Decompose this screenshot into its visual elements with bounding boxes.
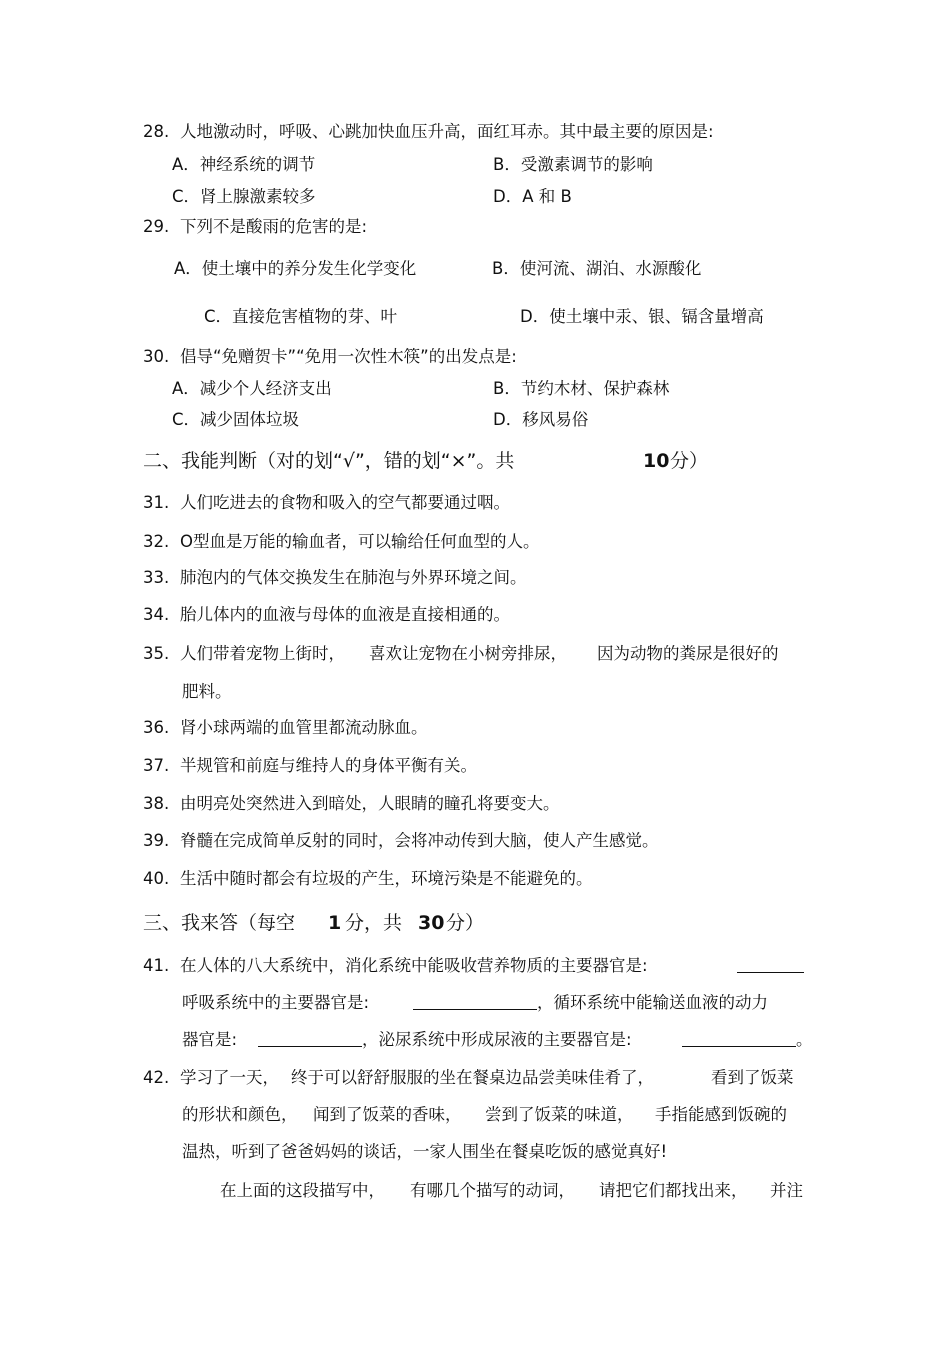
statement: 半规管和前庭与维持人的身体平衡有关。: [180, 756, 477, 775]
question-number: 28.: [143, 122, 170, 141]
answer-blank[interactable]: [258, 1030, 362, 1047]
answer-blank[interactable]: [413, 993, 537, 1010]
option-c: C．肾上腺激素较多: [172, 187, 316, 206]
question-number: 37.: [143, 756, 170, 775]
section-text: 分，共: [345, 912, 403, 934]
question-number: 29.: [143, 217, 170, 236]
question-text: 在上面的这段描写中，: [220, 1181, 385, 1200]
question-number: 36.: [143, 718, 170, 737]
statement: 胎儿体内的血液与母体的血液是直接相通的。: [180, 605, 510, 624]
question-number: 34.: [143, 605, 170, 624]
question-number: 38.: [143, 794, 170, 813]
question-number: 30.: [143, 347, 170, 366]
question-text: ，泌尿系统中形成尿液的主要器官是:: [362, 1030, 632, 1049]
option-d: D．A 和 B: [493, 187, 572, 206]
question-text: 并注: [770, 1181, 803, 1200]
option-b: B．使河流、湖泊、水源酸化: [492, 259, 702, 278]
question-number: 42.: [143, 1068, 170, 1087]
statement: 肾小球两端的血管里都流动脉血。: [180, 718, 428, 737]
question-text: 请把它们都找出来，: [599, 1181, 748, 1200]
option-b: B．受激素调节的影响: [493, 155, 653, 174]
statement: 脊髓在完成简单反射的同时，会将冲动传到大脑，使人产生感觉。: [180, 831, 659, 850]
question-text: 温热，听到了爸爸妈妈的谈话，一家人围坐在餐桌吃饭的感觉真好!: [182, 1142, 668, 1161]
section-score-unit: 分）: [670, 450, 709, 472]
question-text: 在人体的八大系统中，消化系统中能吸收营养物质的主要器官是:: [180, 956, 648, 975]
question-number: 32.: [143, 532, 170, 551]
question-text: 学习了一天，: [180, 1068, 279, 1087]
section-score: 1: [328, 912, 342, 934]
option-d: D．移风易俗: [493, 410, 589, 429]
statement: 人们带着宠物上街时，: [180, 644, 345, 663]
question-text: 的形状和颜色，: [182, 1105, 298, 1124]
question-text: 呼吸系统中的主要器官是:: [182, 993, 370, 1012]
statement: 肥料。: [182, 682, 232, 701]
option-a: A．使土壤中的养分发生化学变化: [174, 259, 417, 278]
question-number: 41.: [143, 956, 170, 975]
statement: 因为动物的粪尿是很好的: [597, 644, 779, 663]
question-stem: 倡导“免赠贺卡”“免用一次性木筷”的出发点是:: [180, 347, 517, 366]
section-title: 二、我能判断（对的划“√”，错的划“×”。共: [143, 450, 515, 472]
statement: 人们吃进去的食物和吸入的空气都要通过咽。: [180, 493, 510, 512]
question-stem: 人地激动时，呼吸、心跳加快血压升高，面红耳赤。其中最主要的原因是:: [180, 122, 714, 141]
question-text: 。: [796, 1030, 813, 1049]
option-a: A．神经系统的调节: [172, 155, 316, 174]
question-text: 有哪几个描写的动词，: [410, 1181, 575, 1200]
option-c: C．减少固体垃圾: [172, 410, 300, 429]
question-number: 35.: [143, 644, 170, 663]
question-number: 40.: [143, 869, 170, 888]
section-title: 三、我来答（每空: [143, 912, 296, 934]
question-text: 手指能感到饭碗的: [655, 1105, 787, 1124]
section-text: 分）: [446, 912, 485, 934]
question-text: 看到了饭菜: [711, 1068, 794, 1087]
statement: 由明亮处突然进入到暗处，人眼睛的瞳孔将要变大。: [180, 794, 560, 813]
question-text: 器官是:: [182, 1030, 238, 1049]
option-d: D．使土壤中汞、银、镉含量增高: [520, 307, 764, 326]
option-b: B．节约木材、保护森林: [493, 379, 670, 398]
section-score: 30: [418, 912, 445, 934]
question-stem: 下列不是酸雨的危害的是:: [180, 217, 368, 236]
question-text: 终于可以舒舒服服的坐在餐桌边品尝美味佳肴了，: [291, 1068, 654, 1087]
section-score: 10: [643, 450, 670, 472]
question-text: ，循环系统中能输送血液的动力: [537, 993, 768, 1012]
option-a: A．减少个人经济支出: [172, 379, 332, 398]
statement: 生活中随时都会有垃圾的产生，环境污染是不能避免的。: [180, 869, 593, 888]
answer-blank[interactable]: [682, 1030, 796, 1047]
statement: 肺泡内的气体交换发生在肺泡与外界环境之间。: [180, 568, 527, 587]
statement: O型血是万能的输血者，可以输给任何血型的人。: [180, 532, 540, 551]
question-text: 尝到了饭菜的味道，: [485, 1105, 634, 1124]
question-text: 闻到了饭菜的香味，: [313, 1105, 462, 1124]
answer-blank[interactable]: [737, 956, 804, 973]
question-number: 33.: [143, 568, 170, 587]
question-number: 31.: [143, 493, 170, 512]
option-c: C．直接危害植物的芽、叶: [204, 307, 398, 326]
question-number: 39.: [143, 831, 170, 850]
statement: 喜欢让宠物在小树旁排尿，: [369, 644, 567, 663]
